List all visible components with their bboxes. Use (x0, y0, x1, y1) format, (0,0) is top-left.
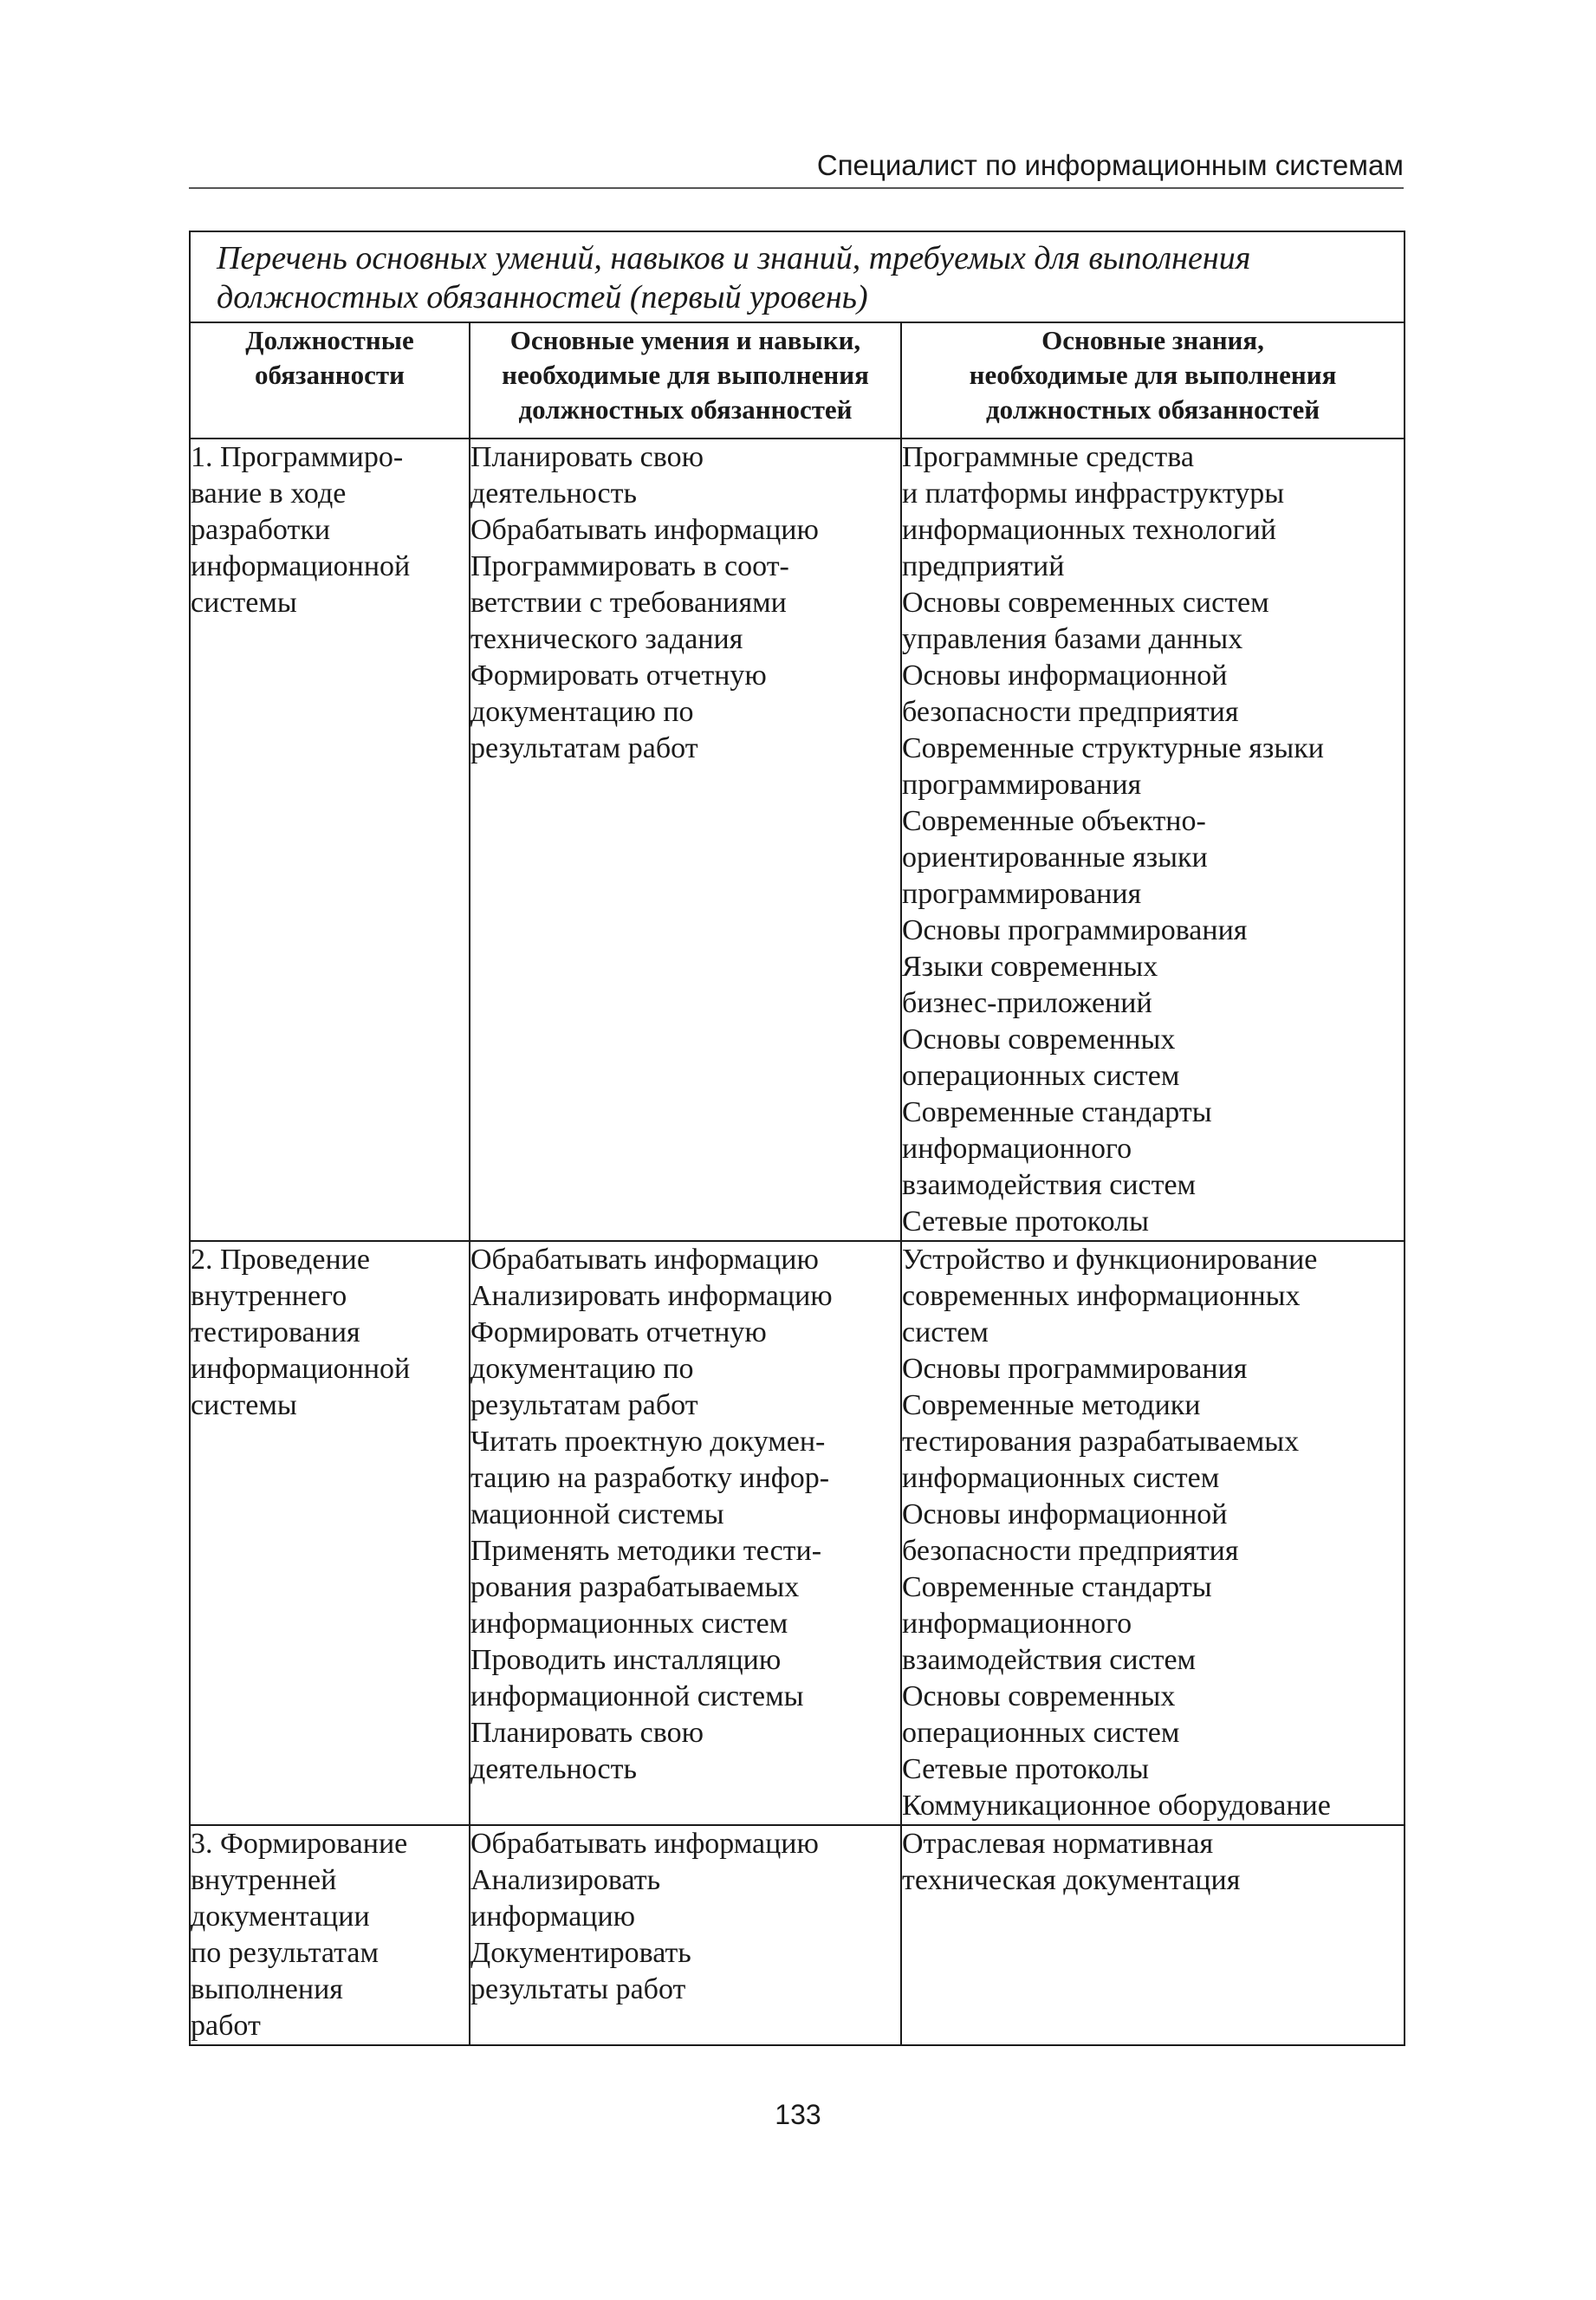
running-head-title: Специалист по информационным системам (816, 149, 1404, 181)
table-row (190, 439, 1405, 1241)
cell-line: информационной (191, 550, 411, 582)
cell-line: Сетевые протоколы (902, 1753, 1149, 1785)
cell-line: Современные стандарты (902, 1571, 1212, 1603)
cell-line: Программировать в соот- (470, 550, 789, 582)
cell-line: операционных систем (902, 1717, 1180, 1749)
cell-line: информационных систем (902, 1462, 1220, 1494)
table-caption-text (217, 239, 1392, 317)
header-line: Должностные (245, 325, 414, 355)
caption-line: Перечень основных умений, навыков и знаний, требуемых для выполнения (217, 240, 1251, 276)
cell-line: деятельность (470, 1753, 637, 1785)
cell-line: Анализировать информацию (470, 1280, 833, 1312)
cell-line: Читать проектную докумен- (470, 1426, 826, 1458)
cell-line: системы (191, 587, 297, 619)
cell-line: Основы программирования (902, 914, 1248, 946)
cell-line: Языки современных (902, 951, 1158, 983)
running-head (189, 144, 1404, 189)
cell-line: Программные средства (902, 441, 1194, 473)
header-duties (190, 322, 470, 439)
table-header-row (190, 322, 1405, 439)
cell-line: информационной системы (470, 1680, 804, 1712)
cell-line: мационной системы (470, 1498, 724, 1530)
cell-line: тацию на разработку инфор- (470, 1462, 830, 1494)
cell-line: деятельность (470, 478, 637, 510)
cell-line: разработки (191, 514, 331, 546)
header-line: необходимые для выполнения (969, 360, 1337, 390)
cell-line: 2. Проведение (191, 1244, 370, 1276)
cell-line: выполнения (191, 1973, 343, 2005)
cell-line: Основы современных (902, 1023, 1176, 1056)
cell-line: информацию (470, 1900, 636, 1933)
table-caption (190, 231, 1405, 322)
cell-line: внутреннего (191, 1280, 347, 1312)
cell-line: работ (191, 2010, 261, 2042)
cell-line: результатам работ (470, 1389, 698, 1421)
cell-line: предприятий (902, 550, 1065, 582)
header-line: должностных обязанностей (518, 394, 853, 425)
cell-line: Применять методики тести- (470, 1535, 822, 1567)
cell-line: Основы информационной (902, 659, 1228, 692)
header-line: должностных обязанностей (985, 394, 1320, 425)
cell-line: Основы программирования (902, 1353, 1248, 1385)
skills-cell (470, 1825, 901, 2045)
cell-line: операционных систем (902, 1060, 1180, 1092)
cell-line: Формировать отчетную (470, 659, 767, 692)
cell-line: результатам работ (470, 732, 698, 764)
cell-line: Современные структурные языки (902, 732, 1324, 764)
header-line: Основные умения и навыки, (509, 325, 861, 355)
cell-line: Документировать (470, 1937, 691, 1969)
cell-line: Проводить инсталляцию (470, 1644, 782, 1676)
header-skills (470, 322, 901, 439)
knowledge-cell (901, 1241, 1405, 1825)
duty-cell (190, 1241, 470, 1825)
skills-cell (470, 1241, 901, 1825)
header-line: Основные знания, (1041, 325, 1264, 355)
knowledge-cell (901, 1825, 1405, 2045)
cell-line: программирования (902, 878, 1142, 910)
cell-line: Современные стандарты (902, 1096, 1212, 1128)
cell-line: документацию по (470, 696, 694, 728)
cell-line: Формировать отчетную (470, 1316, 767, 1348)
cell-line: Основы информационной (902, 1498, 1228, 1530)
table-row (190, 1825, 1405, 2045)
cell-line: Анализировать (470, 1864, 661, 1896)
page-number: 133 (775, 2099, 821, 2130)
cell-line: Планировать свою (470, 1717, 704, 1749)
duty-cell (190, 1825, 470, 2045)
header-knowledge (901, 322, 1405, 439)
cell-line: техническая документация (902, 1864, 1241, 1896)
cell-line: тестирования разрабатываемых (902, 1426, 1300, 1458)
cell-line: информационных технологий (902, 514, 1276, 546)
cell-line: информационной (191, 1353, 411, 1385)
cell-line: рования разрабатываемых (470, 1571, 800, 1603)
cell-line: ориентированные языки (902, 841, 1208, 874)
cell-line: Сетевые протоколы (902, 1205, 1149, 1238)
skills-knowledge-table (189, 231, 1405, 2046)
cell-line: программирования (902, 769, 1142, 801)
skills-cell (470, 439, 901, 1241)
cell-line: взаимодействия систем (902, 1644, 1197, 1676)
cell-line: Коммуникационное оборудование (902, 1790, 1331, 1822)
cell-line: систем (902, 1316, 989, 1348)
cell-line: Обрабатывать информацию (470, 514, 819, 546)
cell-line: Обрабатывать информацию (470, 1828, 819, 1860)
cell-line: Современные объектно- (902, 805, 1206, 837)
cell-line: информационного (902, 1133, 1132, 1165)
duty-cell (190, 439, 470, 1241)
cell-line: Обрабатывать информацию (470, 1244, 819, 1276)
cell-line: 1. Программиро- (191, 441, 404, 473)
caption-line: должностных обязанностей (первый уровень) (217, 279, 868, 315)
cell-line: ветствии с требованиями (470, 587, 787, 619)
cell-line: безопасности предприятия (902, 696, 1239, 728)
knowledge-cell (901, 439, 1405, 1241)
cell-line: и платформы инфраструктуры (902, 478, 1285, 510)
cell-line: взаимодействия систем (902, 1169, 1197, 1201)
cell-line: Основы современных (902, 1680, 1176, 1712)
cell-line: бизнес-приложений (902, 987, 1152, 1019)
cell-line: 3. Формирование (191, 1828, 408, 1860)
table-caption-row (190, 231, 1405, 322)
cell-line: Отраслевая нормативная (902, 1828, 1214, 1860)
cell-line: технического задания (470, 623, 743, 655)
cell-line: Планировать свою (470, 441, 704, 473)
cell-line: Современные методики (902, 1389, 1201, 1421)
cell-line: управления базами данных (902, 623, 1243, 655)
cell-line: современных информационных (902, 1280, 1301, 1312)
header-line: необходимые для выполнения (502, 360, 869, 390)
header-line: обязанности (254, 360, 405, 390)
cell-line: вание в ходе (191, 478, 347, 510)
table-row (190, 1241, 1405, 1825)
cell-line: безопасности предприятия (902, 1535, 1239, 1567)
cell-line: документации (191, 1900, 370, 1933)
cell-line: по результатам (191, 1937, 379, 1969)
cell-line: информационного (902, 1608, 1132, 1640)
cell-line: результаты работ (470, 1973, 686, 2005)
cell-line: тестирования (191, 1316, 360, 1348)
cell-line: системы (191, 1389, 297, 1421)
cell-line: Устройство и функционирование (902, 1244, 1318, 1276)
cell-line: документацию по (470, 1353, 694, 1385)
cell-line: информационных систем (470, 1608, 788, 1640)
cell-line: Основы современных систем (902, 587, 1269, 619)
cell-line: внутренней (191, 1864, 337, 1896)
